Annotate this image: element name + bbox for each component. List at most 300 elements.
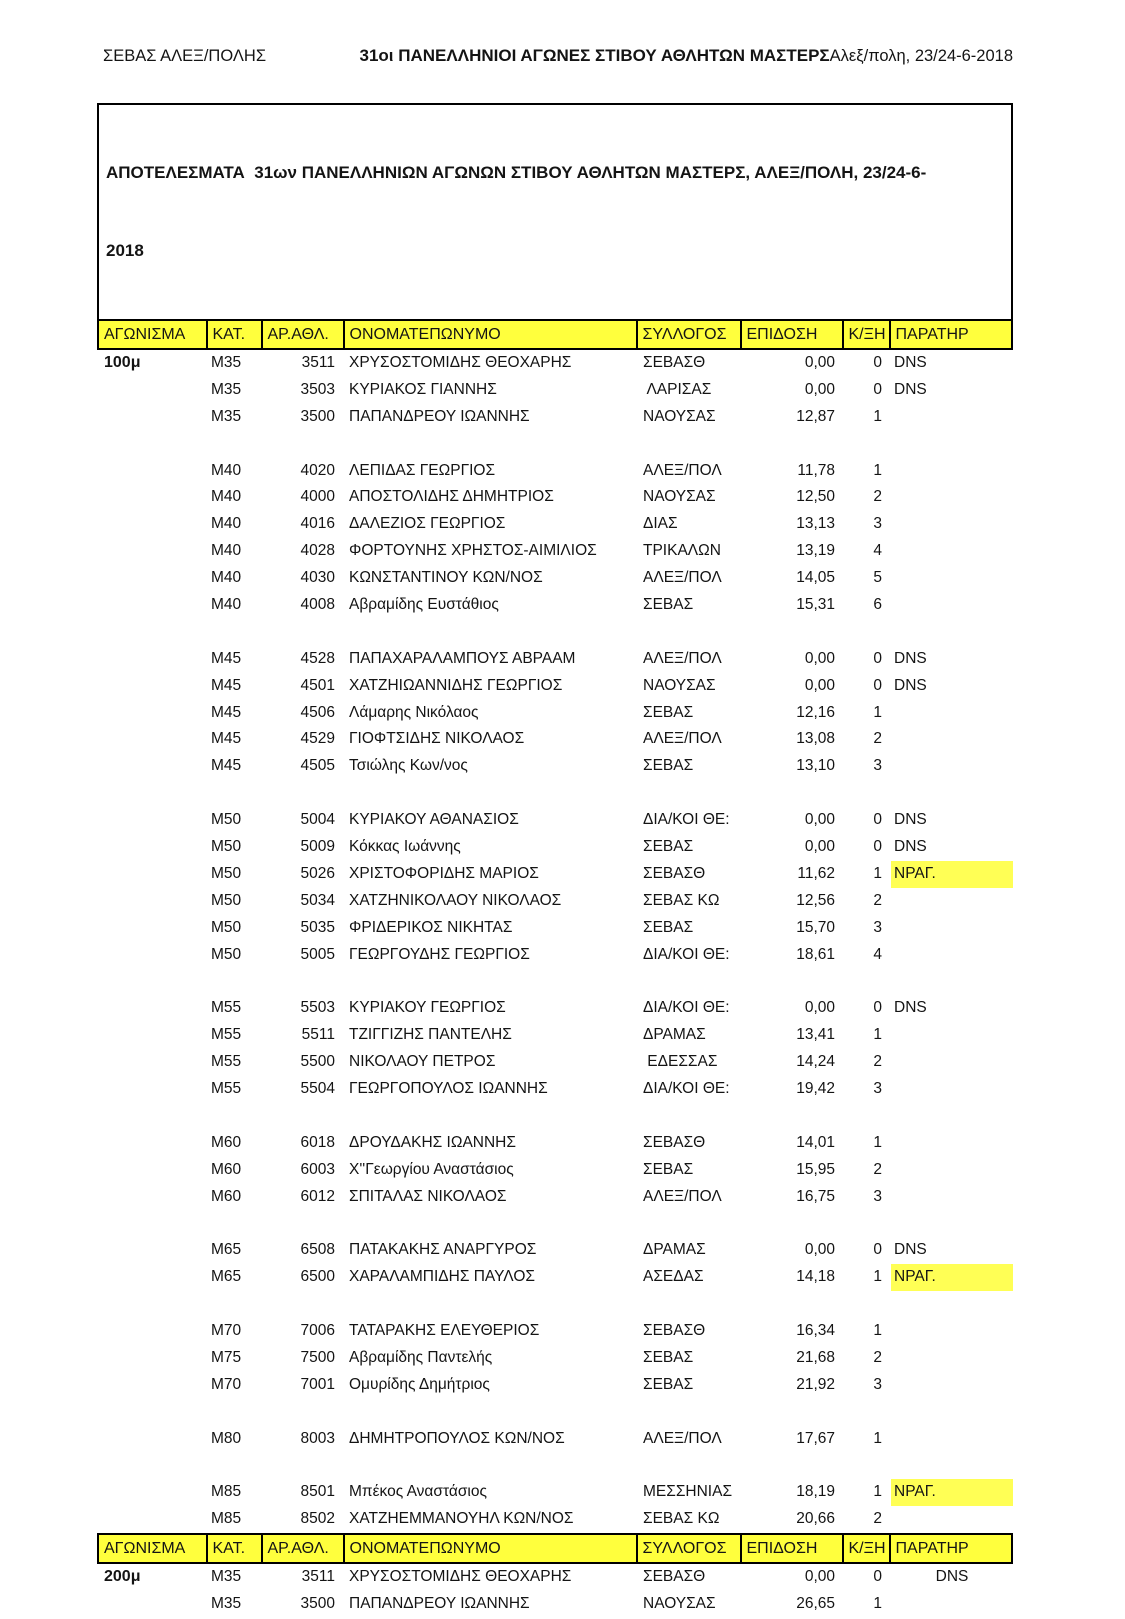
column-header-rank: Κ/ΞΗ — [844, 1535, 891, 1562]
cell-category: M85 — [211, 1483, 242, 1501]
results-title — [99, 105, 1011, 319]
cell-note — [891, 565, 1013, 592]
column-header-category: ΚΑΤ. — [208, 321, 263, 348]
spacer-row — [97, 1399, 1013, 1426]
cell-event — [97, 1506, 208, 1533]
cell-athlete-name: ΧΡΥΣΟΣΤΟΜΙΔΗΣ ΘΕΟΧΑΡΗΣ — [349, 1568, 572, 1586]
cell-category: M50 — [211, 891, 242, 909]
result-row — [97, 1479, 1013, 1506]
cell-event — [97, 995, 208, 1022]
cell-athlete-name: ΔΡΟΥΔΑΚΗΣ ΙΩΑΝΝΗΣ — [349, 1133, 516, 1151]
cell-rank: 1 — [873, 1595, 882, 1613]
cell-performance: 12,56 — [796, 891, 835, 909]
results-header-box-2 — [97, 1533, 1013, 1564]
cell-club: ΛΑΡΙΣΑΣ — [643, 380, 712, 398]
cell-athlete-number: 4528 — [300, 649, 335, 667]
cell-event — [97, 538, 208, 565]
cell-event — [97, 1318, 208, 1345]
cell-rank: 2 — [873, 730, 882, 748]
cell-performance: 12,50 — [796, 488, 835, 506]
cell-category: M40 — [211, 461, 242, 479]
column-header-club: ΣΥΛΛΟΓΟΣ — [638, 321, 742, 348]
cell-event — [97, 1157, 208, 1184]
column-header-athlete-number: ΑΡ.ΑΘΛ. — [263, 321, 345, 348]
cell-athlete-name: ΧΑΡΑΛΑΜΠΙΔΗΣ ΠΑΥΛΟΣ — [349, 1268, 535, 1286]
cell-category: M50 — [211, 945, 242, 963]
cell-performance: 0,00 — [804, 354, 835, 371]
column-header-remarks: ΠΑΡΑΤΗΡ — [895, 326, 969, 343]
cell-category: M45 — [211, 649, 242, 667]
cell-athlete-name: ΔΗΜΗΤΡΟΠΟΥΛΟΣ ΚΩΝ/ΝΟΣ — [349, 1429, 565, 1447]
cell-athlete-number: 5009 — [300, 838, 335, 856]
cell-club: ΑΛΕΞ/ΠΟΛ — [643, 649, 722, 667]
cell-category: M50 — [211, 838, 242, 856]
cell-note — [891, 1318, 1013, 1345]
cell-category: M75 — [211, 1348, 242, 1366]
cell-note — [891, 942, 1013, 969]
result-row — [97, 350, 1013, 377]
cell-note: DNS — [894, 811, 927, 829]
cell-athlete-number: 6508 — [300, 1241, 335, 1259]
cell-club: ΣΕΒΑΣ ΚΩ — [643, 1510, 720, 1528]
cell-rank: 1 — [873, 1026, 882, 1044]
cell-athlete-number: 6003 — [300, 1160, 335, 1178]
cell-club: ΝΑΟΥΣΑΣ — [643, 676, 716, 694]
cell-performance: 15,31 — [796, 596, 835, 614]
page-header — [97, 46, 1013, 68]
cell-category: M50 — [211, 864, 242, 882]
cell-rank: 1 — [873, 1268, 882, 1286]
cell-club: ΔΙΑ/ΚΟΙ ΘΕ: — [643, 1080, 730, 1098]
cell-athlete-name: ΓΙΟΦΤΣΙΔΗΣ ΝΙΚΟΛΑΟΣ — [349, 730, 525, 748]
cell-event — [97, 1264, 208, 1291]
cell-rank: 0 — [873, 354, 882, 371]
cell-rank: 1 — [873, 1133, 882, 1151]
cell-performance: 14,01 — [796, 1133, 835, 1151]
cell-performance: 15,95 — [796, 1160, 835, 1178]
cell-event — [97, 1591, 208, 1618]
cell-athlete-number: 8501 — [300, 1483, 335, 1501]
cell-club: ΔΙΑ/ΚΟΙ ΘΕ: — [643, 811, 730, 829]
cell-rank: 3 — [873, 515, 882, 533]
cell-note — [891, 1506, 1013, 1533]
cell-athlete-number: 7500 — [300, 1348, 335, 1366]
spacer-row — [97, 1211, 1013, 1238]
result-row — [97, 673, 1013, 700]
cell-club: ΣΕΒΑΣΘ — [643, 1568, 706, 1586]
cell-event — [97, 377, 208, 404]
result-row — [97, 1237, 1013, 1264]
cell-note: DNS — [894, 380, 927, 398]
cell-rank: 3 — [873, 1080, 882, 1098]
cell-performance: 21,68 — [796, 1348, 835, 1366]
cell-performance: 19,42 — [796, 1080, 835, 1098]
cell-rank: 2 — [873, 488, 882, 506]
cell-category: M55 — [211, 1053, 242, 1071]
spacer-row — [97, 780, 1013, 807]
cell-performance: 13,41 — [796, 1026, 835, 1044]
results-document — [0, 46, 1125, 1619]
cell-performance: 14,24 — [796, 1053, 835, 1071]
column-header-club: ΣΥΛΛΟΓΟΣ — [638, 1535, 742, 1562]
cell-club: ΣΕΒΑΣ — [643, 703, 694, 721]
column-header-event: ΑΓΩΝΙΣΜΑ — [99, 321, 208, 348]
cell-club: ΑΛΕΞ/ΠΟΛ — [643, 730, 722, 748]
cell-club: ΣΕΒΑΣ — [643, 918, 694, 936]
cell-athlete-name: ΚΥΡΙΑΚΟΣ ΓΙΑΝΝΗΣ — [349, 380, 497, 398]
cell-category: M40 — [211, 569, 242, 587]
cell-athlete-name: Μπέκος Αναστάσιος — [349, 1483, 487, 1501]
cell-athlete-name: ΣΠΙΤΑΛΑΣ ΝΙΚΟΛΑΟΣ — [349, 1187, 507, 1205]
result-row — [97, 592, 1013, 619]
result-row — [97, 1264, 1013, 1291]
result-row — [97, 1130, 1013, 1157]
cell-performance: 18,19 — [796, 1483, 835, 1501]
cell-note — [891, 484, 1013, 511]
cell-note — [891, 700, 1013, 727]
cell-club: ΔΡΑΜΑΣ — [643, 1241, 706, 1259]
cell-note — [891, 458, 1013, 485]
cell-athlete-name: ΓΕΩΡΓΟΠΟΥΛΟΣ ΙΩΑΝΝΗΣ — [349, 1080, 548, 1098]
column-header-name: ΟΝΟΜΑΤΕΠΩΝΥΜΟ — [345, 1535, 638, 1562]
cell-category: M55 — [211, 1080, 242, 1098]
cell-rank: 1 — [873, 703, 882, 721]
cell-athlete-name: ΑΠΟΣΤΟΛΙΔΗΣ ΔΗΜΗΤΡΙΟΣ — [349, 488, 554, 506]
cell-club: ΕΔΕΣΣΑΣ — [643, 1053, 718, 1071]
results-header-box — [97, 103, 1013, 350]
result-row — [97, 377, 1013, 404]
cell-athlete-number: 3511 — [301, 1568, 335, 1586]
column-header-category: ΚΑΤ. — [208, 1535, 263, 1562]
cell-rank: 4 — [873, 945, 882, 963]
cell-note — [891, 538, 1013, 565]
cell-club: ΝΑΟΥΣΑΣ — [643, 488, 716, 506]
cell-event — [97, 834, 208, 861]
cell-athlete-name: ΠΑΠΑΧΑΡΑΛΑΜΠΟΥΣ ΑΒΡΑΑΜ — [349, 649, 576, 667]
cell-athlete-number: 5035 — [300, 918, 335, 936]
cell-event — [97, 1345, 208, 1372]
cell-performance: 13,08 — [796, 730, 835, 748]
cell-rank: 1 — [873, 1483, 882, 1501]
spacer-row — [97, 1291, 1013, 1318]
cell-category: M60 — [211, 1160, 242, 1178]
cell-club: ΔΙΑ/ΚΟΙ ΘΕ: — [643, 999, 730, 1017]
cell-athlete-number: 5504 — [300, 1080, 335, 1098]
result-row — [97, 1591, 1013, 1618]
column-header-rank: Κ/ΞΗ — [844, 321, 891, 348]
cell-category: M45 — [211, 757, 242, 775]
cell-performance: 16,75 — [796, 1187, 835, 1205]
cell-event — [97, 1049, 208, 1076]
cell-rank: 5 — [873, 569, 882, 587]
cell-athlete-name: Κόκκας Ιωάννης — [349, 838, 461, 856]
cell-athlete-number: 4506 — [300, 703, 335, 721]
cell-event — [97, 565, 208, 592]
cell-athlete-name: ΚΥΡΙΑΚΟΥ ΑΘΑΝΑΣΙΟΣ — [349, 811, 519, 829]
cell-note — [891, 1591, 1013, 1618]
cell-category: M35 — [211, 1568, 242, 1586]
cell-club: ΣΕΒΑΣ ΚΩ — [643, 891, 720, 909]
cell-rank: 1 — [873, 407, 882, 425]
cell-rank: 3 — [873, 1375, 882, 1393]
result-row — [97, 1022, 1013, 1049]
cell-event — [97, 1184, 208, 1211]
column-header-name: ΟΝΟΜΑΤΕΠΩΝΥΜΟ — [345, 321, 638, 348]
cell-category: M50 — [211, 918, 242, 936]
cell-athlete-name: ΓΕΩΡΓΟΥΔΗΣ ΓΕΩΡΓΙΟΣ — [349, 945, 530, 963]
cell-event — [97, 404, 208, 431]
result-row — [97, 726, 1013, 753]
result-row — [97, 1076, 1013, 1103]
cell-note: DNS — [935, 1568, 969, 1586]
cell-performance: 13,10 — [796, 757, 835, 775]
cell-note — [891, 404, 1013, 431]
sheet — [97, 46, 1013, 1618]
cell-event — [97, 458, 208, 485]
cell-athlete-number: 4030 — [300, 569, 335, 587]
cell-athlete-number: 4008 — [300, 596, 335, 614]
cell-athlete-number: 3500 — [300, 1595, 335, 1613]
result-row — [97, 1345, 1013, 1372]
cell-note: ΝΡΑΓ. — [891, 1264, 1013, 1291]
result-row — [97, 646, 1013, 673]
cell-athlete-name: ΧΑΤΖΗΝΙΚΟΛΑΟΥ ΝΙΚΟΛΑΟΣ — [349, 891, 562, 909]
cell-rank: 0 — [873, 1568, 882, 1586]
result-row — [97, 1184, 1013, 1211]
spacer-row — [97, 431, 1013, 458]
cell-category: M45 — [211, 703, 242, 721]
cell-performance: 0,00 — [804, 649, 835, 667]
results-rows-100m — [97, 350, 1013, 1533]
cell-rank: 2 — [873, 1160, 882, 1178]
cell-event — [97, 1372, 208, 1399]
result-row — [97, 807, 1013, 834]
cell-performance: 0,00 — [804, 676, 835, 694]
cell-note — [891, 511, 1013, 538]
column-header-athlete-number: ΑΡ.ΑΘΛ. — [263, 1535, 345, 1562]
result-row — [97, 1372, 1013, 1399]
cell-athlete-name: Αβραμίδης Ευστάθιος — [349, 596, 499, 614]
cell-rank: 4 — [873, 542, 882, 560]
cell-category: M35 — [211, 354, 242, 371]
cell-club: ΣΕΒΑΣΘ — [643, 1133, 706, 1151]
cell-athlete-number: 5511 — [301, 1026, 335, 1044]
cell-category: M60 — [211, 1187, 242, 1205]
result-row — [97, 1157, 1013, 1184]
result-row — [97, 915, 1013, 942]
cell-athlete-name: ΧΡΙΣΤΟΦΟΡΙΔΗΣ ΜΑΡΙΟΣ — [349, 864, 539, 882]
result-row — [97, 753, 1013, 780]
cell-category: M40 — [211, 515, 242, 533]
cell-rank: 1 — [873, 1429, 882, 1447]
cell-rank: 0 — [873, 1241, 882, 1259]
cell-athlete-name: ΠΑΠΑΝΔΡΕΟΥ ΙΩΑΝΝΗΣ — [349, 1595, 530, 1613]
cell-note: DNS — [894, 838, 927, 856]
cell-event — [97, 700, 208, 727]
cell-athlete-name: ΠΑΠΑΝΔΡΕΟΥ ΙΩΑΝΝΗΣ — [349, 407, 530, 425]
org-name: ΣΕΒΑΣ ΑΛΕΞ/ΠΟΛΗΣ — [103, 47, 267, 65]
cell-athlete-number: 4020 — [300, 461, 335, 479]
cell-category: M35 — [211, 407, 242, 425]
cell-category: M55 — [211, 1026, 242, 1044]
cell-performance: 0,00 — [804, 380, 835, 398]
spacer-row — [97, 619, 1013, 646]
cell-club: ΑΛΕΞ/ΠΟΛ — [643, 1187, 722, 1205]
cell-athlete-number: 4028 — [300, 542, 335, 560]
spacer-row — [97, 1103, 1013, 1130]
cell-club: ΑΛΕΞ/ΠΟΛ — [643, 569, 722, 587]
cell-category: M65 — [211, 1268, 242, 1286]
cell-athlete-name: ΤΑΤΑΡΑΚΗΣ ΕΛΕΥΘΕΡΙΟΣ — [349, 1322, 540, 1340]
cell-note — [891, 915, 1013, 942]
cell-note: DNS — [894, 649, 927, 667]
result-row — [97, 1506, 1013, 1533]
cell-athlete-number: 5500 — [300, 1053, 335, 1071]
cell-athlete-number: 5005 — [300, 945, 335, 963]
column-header-row-2 — [99, 1535, 1011, 1562]
cell-rank: 1 — [873, 864, 882, 882]
cell-rank: 2 — [873, 1510, 882, 1528]
cell-rank: 0 — [873, 838, 882, 856]
cell-rank: 2 — [873, 1348, 882, 1366]
cell-athlete-number: 5004 — [300, 811, 335, 829]
cell-rank: 2 — [873, 891, 882, 909]
cell-club: ΣΕΒΑΣ — [643, 838, 694, 856]
cell-club: ΣΕΒΑΣΘ — [643, 864, 706, 882]
results-rows-200m — [97, 1564, 1013, 1618]
cell-athlete-number: 6500 — [300, 1268, 335, 1286]
cell-athlete-number: 4505 — [300, 757, 335, 775]
cell-category: M55 — [211, 999, 242, 1017]
page-date: Αλεξ/πολη, 23/24-6-2018 — [829, 47, 1013, 65]
result-row — [97, 942, 1013, 969]
cell-athlete-number: 5503 — [300, 999, 335, 1017]
cell-note: DNS — [894, 999, 927, 1017]
cell-athlete-number: 8003 — [300, 1429, 335, 1447]
cell-athlete-number: 4000 — [300, 488, 335, 506]
cell-category: M70 — [211, 1322, 242, 1340]
cell-rank: 2 — [873, 1053, 882, 1071]
cell-performance: 21,92 — [796, 1375, 835, 1393]
cell-note — [891, 1049, 1013, 1076]
cell-event: 200μ — [104, 1568, 141, 1586]
cell-rank: 1 — [873, 461, 882, 479]
cell-category: M65 — [211, 1241, 242, 1259]
cell-rank: 3 — [873, 757, 882, 775]
column-header-event: ΑΓΩΝΙΣΜΑ — [99, 1535, 208, 1562]
cell-note — [891, 1022, 1013, 1049]
cell-category: M40 — [211, 596, 242, 614]
cell-event — [97, 807, 208, 834]
cell-event — [97, 1479, 208, 1506]
result-row — [97, 1564, 1013, 1591]
cell-note — [891, 1345, 1013, 1372]
cell-note — [891, 1076, 1013, 1103]
cell-performance: 15,70 — [796, 918, 835, 936]
cell-category: M80 — [211, 1429, 242, 1447]
cell-club: ΑΛΕΞ/ΠΟΛ — [643, 461, 722, 479]
cell-rank: 0 — [873, 676, 882, 694]
cell-athlete-name: ΚΩΝΣΤΑΝΤΙΝΟΥ ΚΩΝ/ΝΟΣ — [349, 569, 543, 587]
cell-club: ΝΑΟΥΣΑΣ — [643, 407, 716, 425]
cell-event — [97, 942, 208, 969]
cell-rank: 0 — [873, 811, 882, 829]
cell-performance: 18,61 — [796, 945, 835, 963]
page-title: 31οι ΠΑΝΕΛΛΗΝΙΟΙ ΑΓΩΝΕΣ ΣΤΙΒΟΥ ΑΘΛΗΤΩΝ ΜΑΣΤΕΡΣ — [359, 46, 830, 65]
cell-club: ΣΕΒΑΣ — [643, 757, 694, 775]
cell-performance: 13,13 — [796, 515, 835, 533]
cell-athlete-name: ΠΑΤΑΚΑΚΗΣ ΑΝΑΡΓΥΡΟΣ — [349, 1241, 537, 1259]
cell-club: ΔΡΑΜΑΣ — [643, 1026, 706, 1044]
cell-event — [97, 1426, 208, 1453]
cell-athlete-name: Χ''Γεωργίου Αναστάσιος — [349, 1160, 514, 1178]
cell-performance: 12,87 — [796, 407, 835, 425]
cell-athlete-name: ΧΡΥΣΟΣΤΟΜΙΔΗΣ ΘΕΟΧΑΡΗΣ — [349, 354, 572, 371]
cell-event — [97, 511, 208, 538]
cell-rank: 0 — [873, 999, 882, 1017]
cell-club: ΝΑΟΥΣΑΣ — [643, 1595, 716, 1613]
cell-athlete-name: Λάμαρης Νικόλαος — [349, 703, 479, 721]
cell-athlete-number: 6012 — [300, 1187, 335, 1205]
cell-note — [891, 1130, 1013, 1157]
cell-event — [97, 673, 208, 700]
cell-category: M35 — [211, 1595, 242, 1613]
column-header-performance: ΕΠΙΔΟΣΗ — [742, 321, 844, 348]
cell-event — [97, 1130, 208, 1157]
cell-athlete-number: 3511 — [301, 354, 335, 371]
cell-athlete-number: 4016 — [300, 515, 335, 533]
cell-category: M85 — [211, 1510, 242, 1528]
cell-event — [97, 915, 208, 942]
result-row — [97, 511, 1013, 538]
cell-performance: 14,18 — [796, 1268, 835, 1286]
cell-event — [97, 1237, 208, 1264]
results-title-line1: ΑΠΟΤΕΛΕΣΜΑΤΑ 31ων ΠΑΝΕΛΛΗΝΙΩΝ ΑΓΩΝΩΝ ΣΤΙΒΟΥ ΑΘΛΗΤΩΝ ΜΑΣΤΕΡΣ, ΑΛΕΞ/ΠΟΛΗ, 23/24-6- — [106, 163, 927, 182]
cell-note — [891, 1157, 1013, 1184]
cell-event — [97, 888, 208, 915]
cell-event — [97, 592, 208, 619]
cell-event — [97, 753, 208, 780]
cell-note — [891, 592, 1013, 619]
cell-athlete-name: Ομυρίδης Δημήτριος — [349, 1375, 490, 1393]
cell-athlete-name: ΦΟΡΤΟΥΝΗΣ ΧΡΗΣΤΟΣ-ΑΙΜΙΛΙΟΣ — [349, 542, 597, 560]
cell-performance: 0,00 — [804, 999, 835, 1017]
cell-note: DNS — [894, 676, 927, 694]
cell-athlete-number: 6018 — [300, 1133, 335, 1151]
cell-rank: 0 — [873, 649, 882, 667]
cell-athlete-number: 8502 — [300, 1510, 335, 1528]
cell-note — [891, 1426, 1013, 1453]
cell-athlete-number: 5034 — [300, 891, 335, 909]
cell-athlete-number: 5026 — [300, 864, 335, 882]
cell-athlete-number: 7006 — [300, 1322, 335, 1340]
cell-club: ΣΕΒΑΣ — [643, 1375, 694, 1393]
cell-athlete-name: ΧΑΤΖΗΕΜΜΑΝΟΥΗΛ ΚΩΝ/ΝΟΣ — [349, 1510, 574, 1528]
cell-performance: 0,00 — [804, 838, 835, 856]
cell-club: ΜΕΣΣΗΝΙΑΣ — [643, 1483, 733, 1501]
cell-club: ΣΕΒΑΣΘ — [643, 1322, 706, 1340]
cell-performance: 0,00 — [804, 811, 835, 829]
cell-athlete-number: 4501 — [300, 676, 335, 694]
cell-performance: 0,00 — [804, 1568, 835, 1586]
cell-category: M60 — [211, 1133, 242, 1151]
result-row — [97, 1318, 1013, 1345]
result-row — [97, 484, 1013, 511]
cell-rank: 3 — [873, 1187, 882, 1205]
cell-note — [891, 1184, 1013, 1211]
cell-performance: 17,67 — [796, 1429, 835, 1447]
cell-rank: 1 — [873, 1322, 882, 1340]
